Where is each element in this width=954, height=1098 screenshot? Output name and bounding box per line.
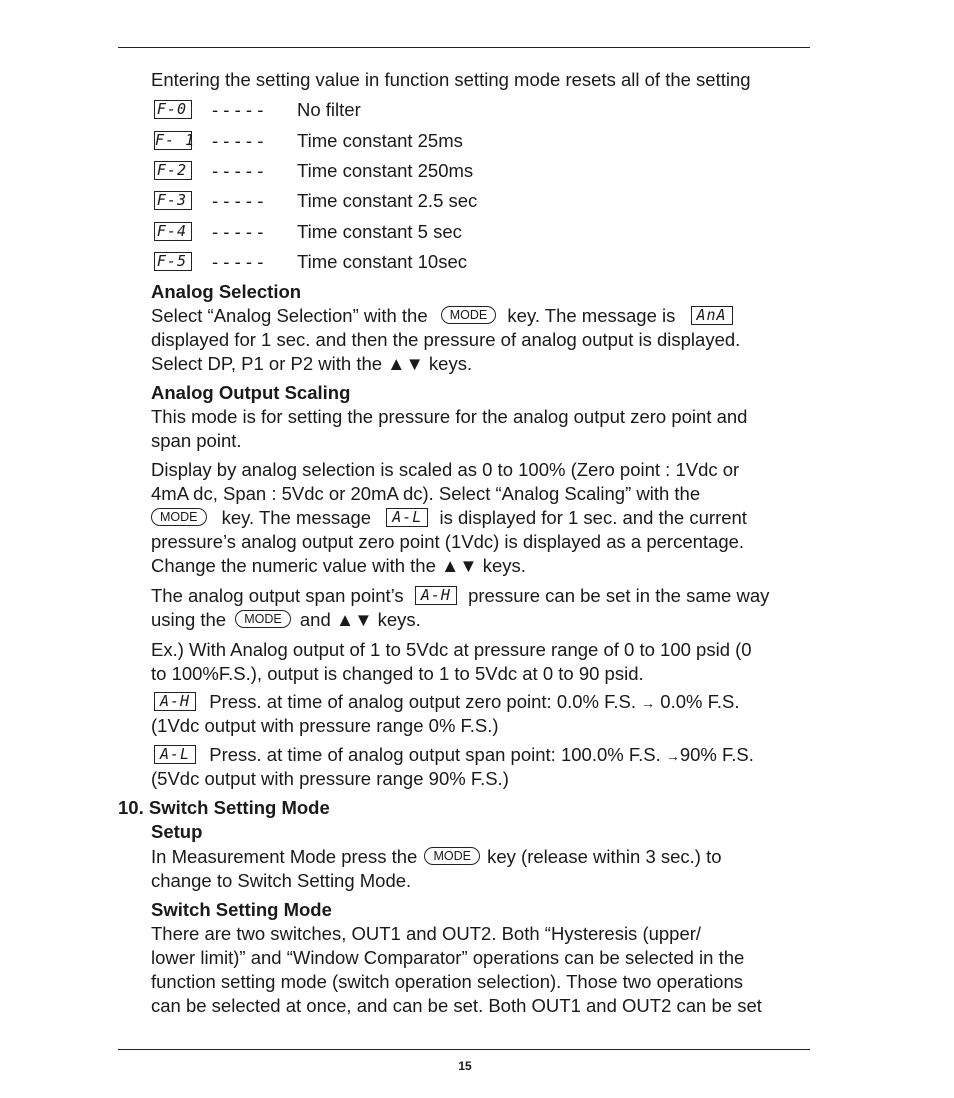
filter-dashes: - - - - -	[212, 160, 264, 181]
section-10-heading: 10. Switch Setting Mode	[118, 797, 330, 818]
header-rule	[118, 47, 810, 48]
example-zero-line-1	[151, 690, 739, 715]
analog-scaling-p2-line-1: Display by analog selection is scaled as 0 to 100% (Zero point : 1Vdc or	[151, 459, 740, 480]
filter-row	[154, 159, 474, 183]
switch-setting-line-2: lower limit)” and “Window Comparator” operations can be selected in the	[151, 947, 745, 968]
analog-scaling-p1-line-1: This mode is for setting the pressure for the analog output zero point and	[151, 406, 748, 427]
analog-scaling-p2-line-2: 4mA dc, Span : 5Vdc or 20mA dc). Select “Analog Scaling” with the	[151, 483, 701, 504]
text: using the	[151, 609, 227, 630]
example-line-1: Ex.) With Analog output of 1 to 5Vdc at pressure range of 0 to 100 psid (0	[151, 639, 752, 660]
analog-scaling-heading: Analog Output Scaling	[151, 382, 351, 403]
arrow-right-icon: →	[665, 748, 680, 764]
switch-setting-line-4: can be selected at once, and can be set. Both OUT1 and OUT2 can be set	[151, 995, 762, 1016]
example-line-2: to 100%F.S.), output is changed to 1 to 5Vdc at 0 to 90 psid.	[151, 663, 644, 684]
analog-scaling-p3-line-2	[151, 608, 421, 632]
filter-description: Time constant 25ms	[297, 130, 463, 151]
page-number: 15	[458, 1059, 472, 1073]
text: and ▲▼ keys.	[299, 609, 421, 630]
filter-row	[154, 98, 361, 122]
switch-setting-line-1: There are two switches, OUT1 and OUT2. Both “Hysteresis (upper/	[151, 923, 702, 944]
filter-description: No filter	[297, 99, 361, 120]
mode-key-icon: MODE	[235, 610, 291, 628]
mode-key-icon: MODE	[441, 306, 497, 324]
analog-scaling-p3-line-1	[151, 584, 769, 608]
lcd-display-filter: F-3	[154, 191, 192, 210]
arrow-right-icon: →	[641, 695, 656, 711]
lcd-display-a-l: A-L	[386, 508, 428, 527]
lcd-display-a-h: A-H	[415, 586, 457, 605]
text: 90% F.S.	[679, 744, 754, 765]
lcd-display-ana: AnA	[691, 306, 733, 325]
intro-text: Entering the setting value in function setting mode resets all of the setting	[151, 69, 751, 90]
text: Select “Analog Selection” with the	[151, 305, 428, 326]
filter-row	[154, 220, 462, 244]
text: pressure can be set in the same way	[468, 585, 770, 606]
analog-selection-line-1	[151, 304, 733, 328]
filter-description: Time constant 2.5 sec	[297, 190, 478, 211]
filter-dashes: - - - - -	[212, 99, 264, 120]
mode-key-icon: MODE	[151, 508, 207, 526]
text: Press. at time of analog output zero point: 0.0% F.S.	[209, 691, 636, 712]
analog-scaling-p2-line-5: Change the numeric value with the ▲▼ keys.	[151, 555, 526, 576]
example-span-line-1	[151, 743, 754, 768]
analog-scaling-p2-line-4: pressure’s analog output zero point (1Vdc) is displayed as a percentage.	[151, 531, 745, 552]
filter-dashes: - - - - -	[212, 251, 264, 272]
filter-dashes: - - - - -	[212, 190, 264, 211]
analog-scaling-p1-line-2: span point.	[151, 430, 242, 451]
analog-selection-line-2: displayed for 1 sec. and then the pressure of analog output is displayed.	[151, 329, 741, 350]
example-zero-line-2: (1Vdc output with pressure range 0% F.S.)	[151, 715, 499, 736]
text: is displayed for 1 sec. and the current	[439, 507, 747, 528]
filter-row	[154, 250, 468, 274]
text: In Measurement Mode press the	[151, 846, 418, 867]
filter-description: Time constant 250ms	[297, 160, 474, 181]
filter-dashes: - - - - -	[212, 130, 264, 151]
analog-scaling-p2-line-3	[151, 506, 747, 530]
text: key. The message	[221, 507, 372, 528]
filter-row	[154, 129, 463, 153]
setup-heading: Setup	[151, 821, 203, 842]
analog-selection-heading: Analog Selection	[151, 281, 302, 302]
lcd-display-filter: F- 1	[155, 131, 196, 149]
filter-dashes: - - - - -	[212, 221, 264, 242]
text: The analog output span point’s	[151, 585, 404, 606]
setup-line-1	[151, 845, 722, 869]
text: Press. at time of analog output span point: 100.0% F.S.	[209, 744, 661, 765]
mode-key-icon: MODE	[424, 847, 480, 865]
example-span-line-2: (5Vdc output with pressure range 90% F.S.)	[151, 768, 509, 789]
text: key (release within 3 sec.) to	[487, 846, 722, 867]
filter-row	[154, 189, 478, 213]
lcd-display-a-l: A-L	[154, 745, 196, 764]
filter-description: Time constant 5 sec	[297, 221, 462, 242]
text: 0.0% F.S.	[660, 691, 740, 712]
switch-setting-heading: Switch Setting Mode	[151, 899, 332, 920]
setup-line-2: change to Switch Setting Mode.	[151, 870, 412, 891]
lcd-display-filter: F-0	[154, 100, 192, 119]
text: key. The message is	[507, 305, 676, 326]
footer-rule	[118, 1049, 810, 1050]
lcd-display-a-h: A-H	[154, 692, 196, 711]
analog-selection-line-3: Select DP, P1 or P2 with the ▲▼ keys.	[151, 353, 473, 374]
lcd-display-filter: F-5	[154, 252, 192, 271]
lcd-display-filter: F-4	[154, 222, 192, 241]
filter-description: Time constant 10sec	[297, 251, 468, 272]
lcd-display-filter: F-2	[154, 161, 192, 180]
switch-setting-line-3: function setting mode (switch operation selection). Those two operations	[151, 971, 743, 992]
